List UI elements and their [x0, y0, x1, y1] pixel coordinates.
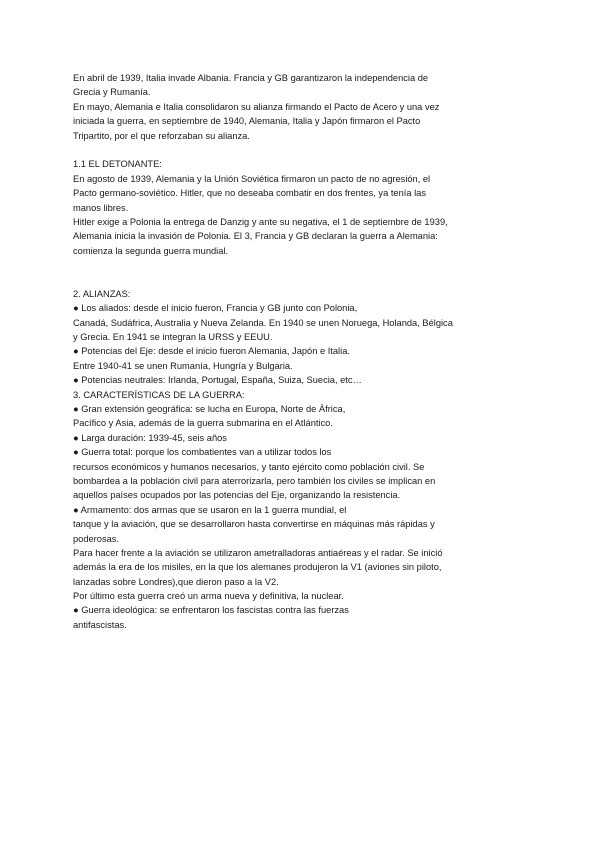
- text-line: Pacto germano-soviético. Hitler, que no deseaba combatir en dos frentes, ya tenía las: [73, 188, 426, 199]
- text-line: Entre 1940-41 se unen Rumanía, Hungría y Bulgaria.: [73, 360, 293, 371]
- text-line: aquellos países ocupados por las potencias del Eje, organizando la resistencia.: [73, 490, 401, 501]
- bullet-line: ● Gran extensión geográfica: se lucha en Europa, Norte de África,: [73, 404, 346, 414]
- alianzas-section: [73, 287, 493, 388]
- text-line: Para hacer frente a la aviación se utilizaron ametralladoras antiaéreas y el radar. Se inició: [73, 547, 443, 558]
- paragraph-gap: [73, 258, 493, 287]
- text-line: Tripartito, por el que reforzaban su alianza.: [73, 130, 250, 141]
- text-line: Hitler exige a Polonia la entrega de Danzig y ante su negativa, el 1 de septiembre de 1939,: [73, 216, 448, 227]
- bullet-line: ● Armamento: dos armas que se usaron en la 1 guerra mundial, el: [73, 504, 347, 515]
- text-line: recursos económicos y humanos necesarios, y tanto ejército como población civil. Se: [73, 461, 425, 472]
- bullet-line: ● Guerra total: porque los combatientes van a utilizar todos los: [73, 447, 332, 458]
- text-line: antifascistas.: [73, 619, 127, 630]
- text-line: comienza la segunda guerra mundial.: [73, 245, 229, 256]
- text-line: Alemania inicia la invasión de Polonia. El 3, Francia y GB declaran la guerra a Alemania:: [73, 231, 438, 242]
- text-line: Pacífico y Asia, además de la guerra submarina en el Atlántico.: [73, 418, 333, 429]
- text-line: bombardea a la población civil para aterrorizarla, pero también los civiles se implican en: [73, 475, 436, 486]
- intro-paragraph: [73, 71, 493, 143]
- text-line: lanzadas sobre Londres),que dieron paso a la V2.: [73, 576, 279, 587]
- text-line: manos libres.: [73, 202, 129, 213]
- bullet-line: ● Potencias neutrales: Irlanda, Portugal, España, Suiza, Suecia, etc…: [73, 375, 362, 386]
- text-line: En agosto de 1939, Alemania y la Unión Soviética firmaron un pacto de no agresión, el: [73, 173, 431, 184]
- bullet-line: ● Potencias del Eje: desde el inicio fueron Alemania, Japón e Italia.: [73, 346, 350, 357]
- text-line: y Grecia. En 1941 se integran la URSS y EEUU.: [73, 332, 273, 343]
- bullet-line: ● Los aliados: desde el inicio fueron, Francia y GB junto con Polonia,: [73, 303, 358, 314]
- caracteristicas-section: [73, 388, 493, 633]
- text-line: En mayo, Alemania e Italia consolidaron su alianza firmando el Pacto de Acero y una vez: [73, 101, 440, 112]
- bullet-line: ● Larga duración: 1939-45, seis años: [73, 432, 227, 443]
- text-line: En abril de 1939, Italia invade Albania. Francia y GB garantizaron la independencia de: [73, 73, 429, 83]
- text-line: poderosas.: [73, 533, 119, 544]
- paragraph-gap: [73, 143, 493, 157]
- document-text: [73, 71, 493, 632]
- text-line: iniciada la guerra, en septiembre de 1940, Alemania, Italia y Japón firmaron el Pacto: [73, 116, 421, 127]
- section-heading: 1.1 EL DETONANTE:: [73, 159, 162, 170]
- bullet-line: ● Guerra ideológica: se enfrentaron los fascistas contra las fuerzas: [73, 605, 349, 616]
- section-heading: 3. CARACTERÍSTICAS DE LA GUERRA:: [73, 389, 245, 400]
- text-line: además la era de los misiles, en la que los alemanes produjeron la V1 (aviones sin piloto,: [73, 562, 442, 573]
- section-heading: 2. ALIANZAS:: [73, 288, 131, 299]
- text-line: Por último esta guerra creó un arma nueva y definitiva, la nuclear.: [73, 591, 344, 602]
- detonante-section: [73, 157, 493, 258]
- text-line: Grecia y Rumanía.: [73, 87, 151, 98]
- text-line: tanque y la aviación, que se desarrollaron hasta convertirse en máquinas más rápidas y: [73, 519, 435, 530]
- text-line: Canadá, Sudáfrica, Australia y Nueva Zelanda. En 1940 se unen Noruega, Holanda, Bélgica: [73, 317, 453, 328]
